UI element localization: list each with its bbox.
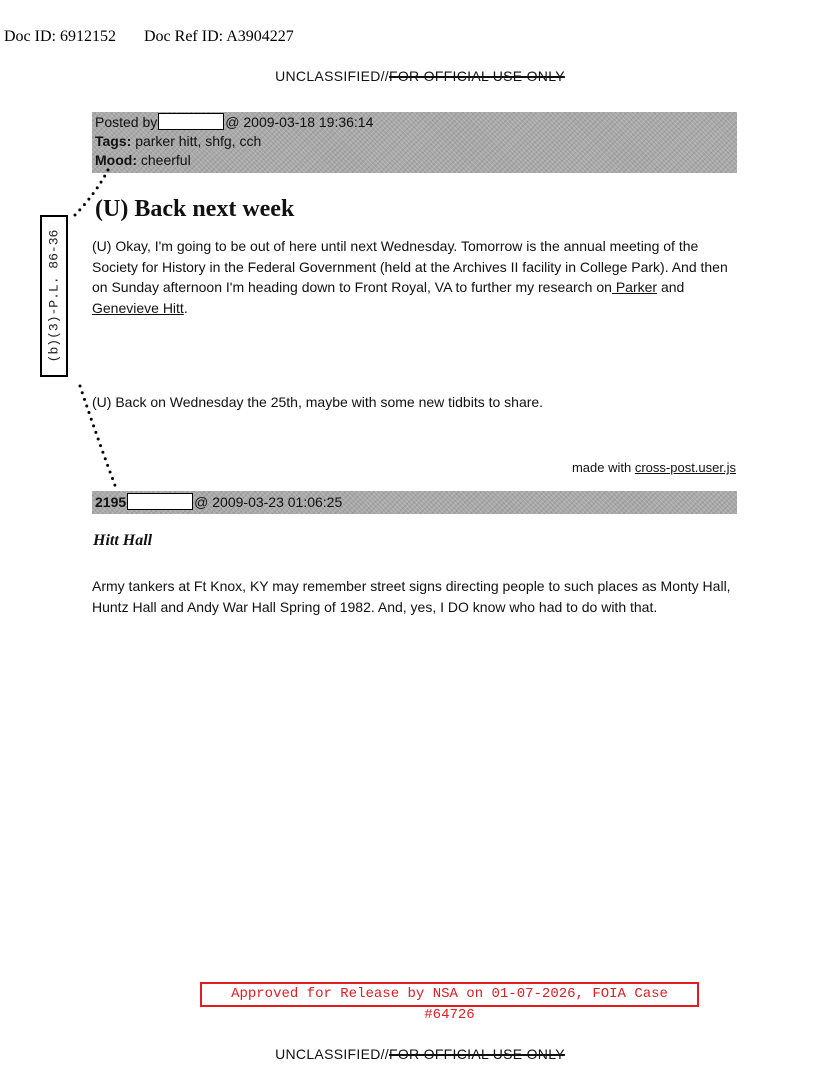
- post-header: [92, 112, 737, 173]
- mood-line: [95, 151, 734, 170]
- doc-ref-id: Doc Ref ID: A3904227: [143, 28, 294, 45]
- comment-title: Hitt Hall: [93, 532, 153, 549]
- redaction-box: [158, 113, 224, 130]
- classification-banner-top: [0, 68, 840, 84]
- mood-label: Mood:: [95, 152, 137, 168]
- comment-header: [92, 491, 737, 514]
- tags-label: Tags:: [95, 133, 132, 149]
- post-title: (U) Back next week: [95, 196, 295, 222]
- comment-body: Army tankers at Ft Knox, KY may remember street signs directing people to such places as Monty Hall, Huntz Hall and Andy War Hall Spring of 1982. And, yes, I DO know who had to do with that.: [92, 578, 731, 615]
- post-timestamp: @ 2009-03-18 19:36:14: [225, 114, 374, 130]
- paragraph-text: (U) Okay, I'm going to be out of here until next Wednesday. Tomorrow is the annual meeting of the Society for History in the Federal Government (held at the Archives II facility in College Park). And then on Sunday afternoon I'm heading down to Front Royal, VA to further my research on: [92, 238, 728, 295]
- exemption-label-box: [40, 215, 68, 377]
- cross-post-credit: [572, 460, 736, 475]
- credit-text: made with: [571, 460, 635, 475]
- post-paragraph-2: (U) Back on Wednesday the 25th, maybe with some new tidbits to share.: [92, 394, 544, 410]
- classification-banner-bottom: [0, 1046, 840, 1062]
- approval-stamp: Approved for Release by NSA on 01-07-2026, FOIA Case #64726: [200, 982, 699, 1007]
- comment-timestamp: @ 2009-03-23 01:06:25: [194, 494, 343, 510]
- parker-link[interactable]: Parker: [611, 279, 658, 295]
- posted-by-label: Posted by: [95, 114, 158, 130]
- struck-caveat: FOR OFFICIAL USE ONLY: [389, 1046, 565, 1062]
- cross-post-link[interactable]: cross-post.user.js: [634, 460, 736, 475]
- struck-caveat: FOR OFFICIAL USE ONLY: [389, 68, 565, 84]
- post-paragraph-1: [92, 236, 742, 318]
- genevieve-hitt-link[interactable]: Genevieve Hitt: [92, 299, 184, 316]
- mood-value: cheerful: [136, 152, 191, 168]
- posted-by-line: [95, 113, 734, 132]
- paragraph-end: .: [183, 299, 188, 316]
- redaction-box: [127, 493, 193, 510]
- comment-author-prefix: 2195: [95, 494, 127, 510]
- classification-level: UNCLASSIFIED//: [275, 68, 389, 84]
- tags-value: parker hitt, shfg, cch: [131, 133, 262, 149]
- classification-level: UNCLASSIFIED//: [275, 1046, 389, 1062]
- exemption-label: (b)(3)-P.L. 86-36: [46, 229, 62, 363]
- tags-line: [95, 132, 734, 151]
- document-id-line: [4, 28, 294, 46]
- doc-id: Doc ID: 6912152: [4, 28, 116, 45]
- paragraph-and: and: [657, 279, 685, 295]
